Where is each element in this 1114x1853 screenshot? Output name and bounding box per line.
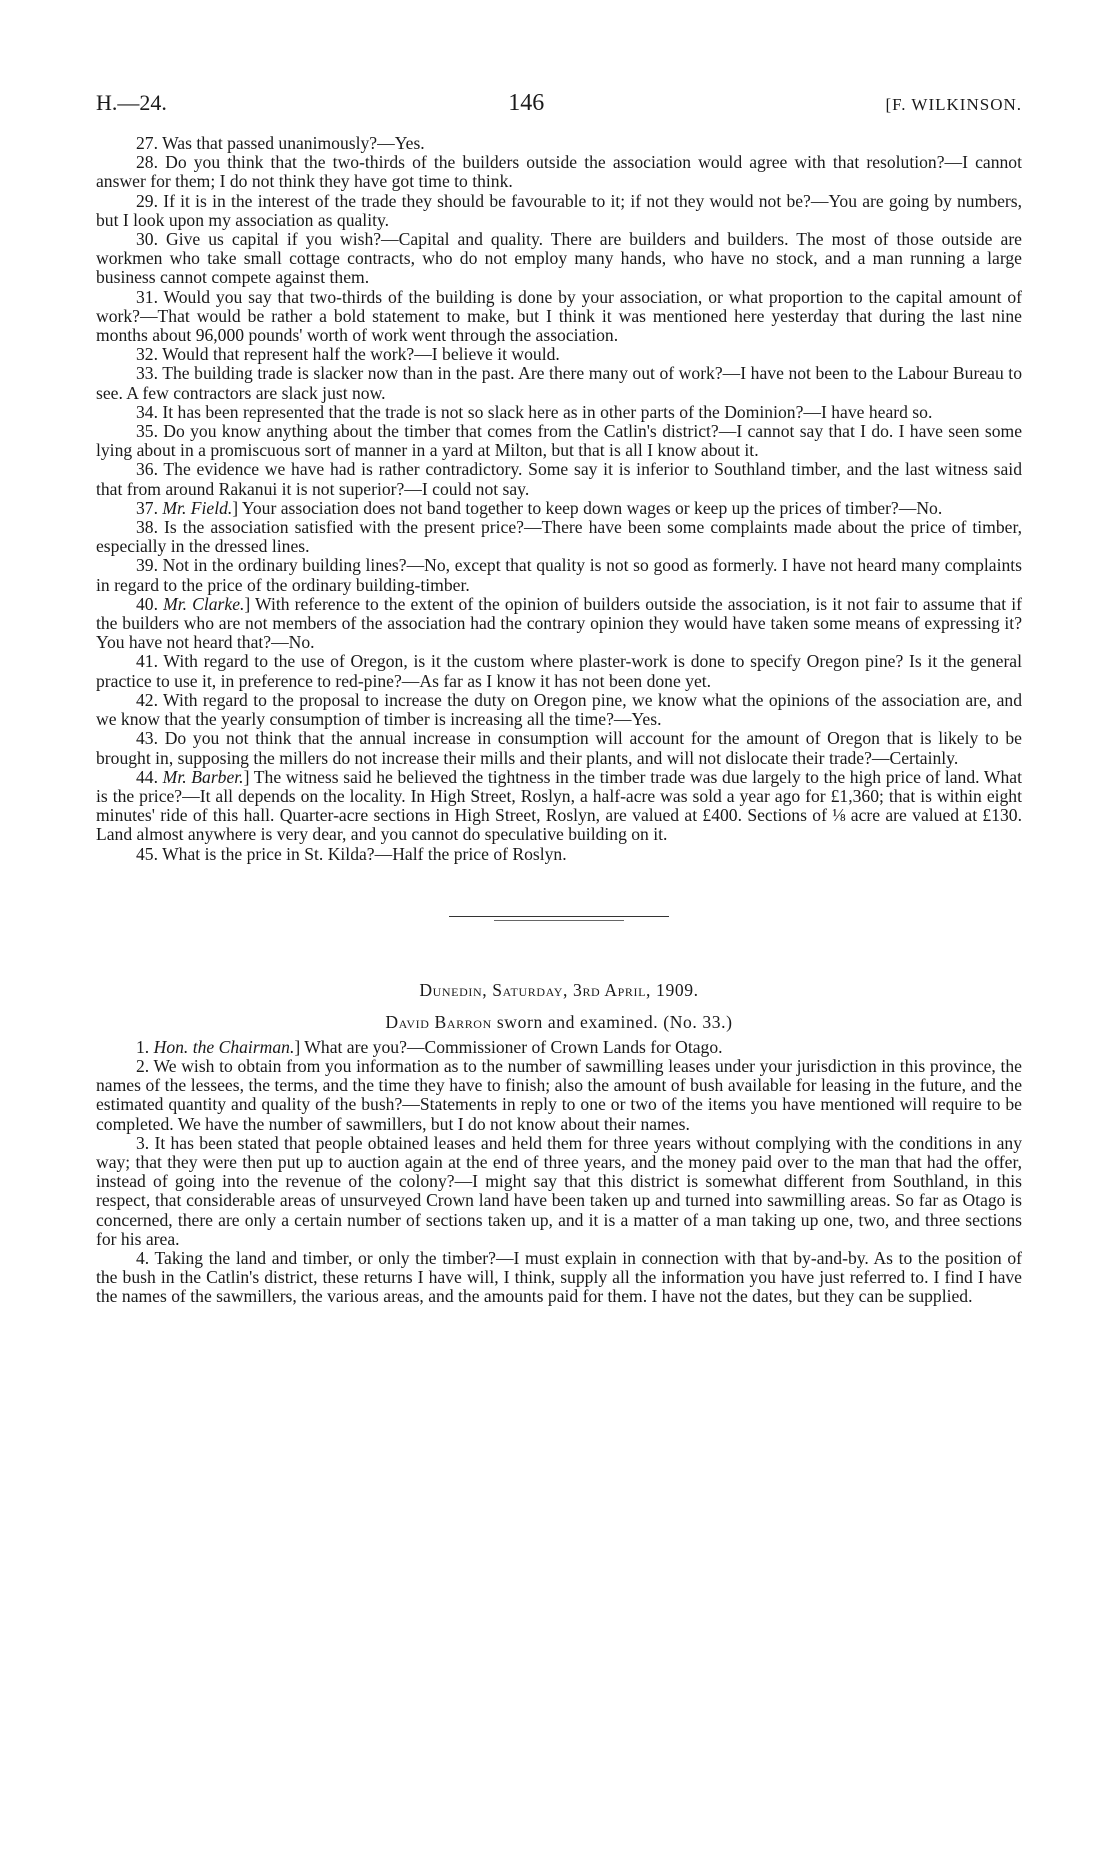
witness-name: David Barron xyxy=(385,1011,492,1032)
speaker-name: Hon. the Chairman. xyxy=(153,1036,295,1057)
paragraph-33: 33. The building trade is slacker now than in the past. Are there many out of work?—I have not been to the Labour Bureau to see. A few contractors are slack just now. xyxy=(96,363,1022,403)
paragraph-28: 28. Do you think that the two-thirds of the builders outside the association would agree with that resolution?—I cannot answer for them; I do not think they have got time to think. xyxy=(96,152,1022,192)
paragraph-2: 2. We wish to obtain from you information as to the number of sawmilling leases under your jurisdiction in this province, the names of the lessees, the terms, and the time they have to finish; also the amount of bush available for leasing in the future, and the estimated quantity and quality of the bush?—Statements in reply to one or two of the items you have mentioned will require to be completed. We have the number of sawmillers, but I do not know about their names. xyxy=(96,1055,1022,1134)
paragraph-text: ] What are you?—Commissioner of Crown Lands for Otago. xyxy=(294,1036,723,1057)
paragraph-text: ] Your association does not band together to keep down wages or keep up the prices of timber?—No. xyxy=(232,497,943,518)
paragraph-number: 40. xyxy=(136,593,158,614)
paragraph-35: 35. Do you know anything about the timber that comes from the Catlin's district?—I cannot say that I do. I have seen some lying about in a promiscuous sort of manner in a yard at Milton, but that is all I know about it. xyxy=(96,421,1022,461)
witness-heading-rest: sworn and examined. (No. 33.) xyxy=(491,1011,733,1032)
paragraph-text: ] The witness said he believed the tightness in the timber trade was due largely to the high price of land. What is the price?—It all depends on the locality. In High Street, Roslyn, a half-acre was sold a year ago for £1,360; that is within eight minutes' ride of this hall. Quarter-acre sections in High Street, Roslyn, are valued at £400. Sections of ⅛ acre are valued at £130. Land almost anywhere is very dear, and you cannot do speculative building on it. xyxy=(96,766,1022,845)
paragraph-31: 31. Would you say that two-thirds of the building is done by your association, or what proportion to the capital amount of work?—That would be rather a bold statement to make, but I think it was mentioned here yesterday that during the last nine months about 96,000 pounds' worth of work went through the association. xyxy=(96,286,1022,346)
speaker-name: Mr. Barber. xyxy=(162,766,244,787)
paragraph-1 xyxy=(96,1038,1022,1057)
paragraph-34: 34. It has been represented that the trade is not so slack here as in other parts of the Dominion?—I have heard so. xyxy=(136,401,933,422)
paragraph-41: 41. With regard to the use of Oregon, is it the custom where plaster-work is done to specify Oregon pine? Is it the general practice to use it, in preference to red-pine?—As far as I know it has not been done yet. xyxy=(96,651,1022,691)
paragraph-39: 39. Not in the ordinary building lines?—No, except that quality is not so good as formerly. I have not heard many complaints in regard to the price of the ordinary building-timber. xyxy=(96,555,1022,595)
session-dateline: Dunedin, Saturday, 3rd April, 1909. xyxy=(419,979,699,1000)
paragraph-29: 29. If it is in the interest of the trade they should be favourable to it; if not they would not be?—You are going by numbers, but I look upon my association as quality. xyxy=(96,190,1022,230)
paragraph-44 xyxy=(96,768,1022,845)
paragraph-3: 3. It has been stated that people obtained leases and held them for three years without complying with the conditions in any way; that they were then put up to auction again at the end of three years, and the money paid over to the man that had the offer, instead of going into the revenue of the colony?—I might say that this district is somewhat different from Southland, in this respect, that considerable areas of unsurveyed Crown land have been taken up and turned into sawmilling areas. So far as Otago is concerned, there are only a certain number of sections taken up, and it is a matter of a man taking up one, two, and three sections for his area. xyxy=(96,1132,1022,1249)
paragraph-number: 44. xyxy=(136,766,158,787)
paragraph-4: 4. Taking the land and timber, or only the timber?—I must explain in connection with that by-and-by. As to the position of the bush in the Catlin's district, these returns I have will, I think, supply all the information you have just referred to. I find I have the names of the sawmillers, the various areas, and the amounts paid for them. I have not the dates, but they can be supplied. xyxy=(96,1247,1022,1307)
paragraph-text: ] With reference to the extent of the opinion of builders outside the association, is it not fair to assume that if the builders who are not members of the association had the contrary opinion they would have taken some means of expressing it? You have not heard that?—No. xyxy=(96,593,1022,653)
page-number: 146 xyxy=(508,90,545,116)
paragraph-number: 37. xyxy=(136,497,158,518)
paragraph-36: 36. The evidence we have had is rather contradictory. Some say it is inferior to Southland timber, and the last witness said that from around Rakanui it is not superior?—I could not say. xyxy=(96,459,1022,499)
document-code: H.—24. xyxy=(96,90,167,115)
paragraph-38: 38. Is the association satisfied with the present price?—There have been some complaints made about the price of timber, especially in the dressed lines. xyxy=(96,517,1022,557)
page-header xyxy=(96,90,1022,134)
paragraph-30: 30. Give us capital if you wish?—Capital and quality. There are builders and builders. The most of those outside are workmen who take small cottage contracts, who do not employ many hands, who have no stock, and a man running a large business cannot compete against them. xyxy=(96,229,1022,288)
paragraph-45: 45. What is the price in St. Kilda?—Half the price of Roslyn. xyxy=(136,843,567,864)
divider-line xyxy=(449,916,669,917)
paragraph-number: 1. xyxy=(136,1036,150,1057)
section-divider xyxy=(96,864,1022,974)
paragraph-27: 27. Was that passed unanimously?—Yes. xyxy=(136,133,425,153)
divider-line-short xyxy=(494,920,624,921)
witness-heading xyxy=(96,1006,1022,1038)
speaker-name: Mr. Clarke. xyxy=(163,593,245,614)
witness-running-head: [F. WILKINSON. xyxy=(885,95,1022,114)
paragraph-40 xyxy=(96,595,1022,653)
paragraph-42: 42. With regard to the proposal to increase the duty on Oregon pine, we know what the opinions of the association are, and we know that the yearly consumption of timber is increasing all the time?—Yes. xyxy=(96,689,1022,730)
paragraph-32: 32. Would that represent half the work?—I believe it would. xyxy=(136,344,560,365)
paragraph-43: 43. Do you not think that the annual increase in consumption will account for the amount of Oregon that is likely to be brought in, supposing the millers do not increase their mills and their plants, and will not dislocate their trade?—Certainly. xyxy=(96,728,1022,768)
paragraph-37 xyxy=(96,499,1022,518)
document-page xyxy=(96,90,1022,1307)
speaker-name: Mr. Field. xyxy=(162,497,233,518)
